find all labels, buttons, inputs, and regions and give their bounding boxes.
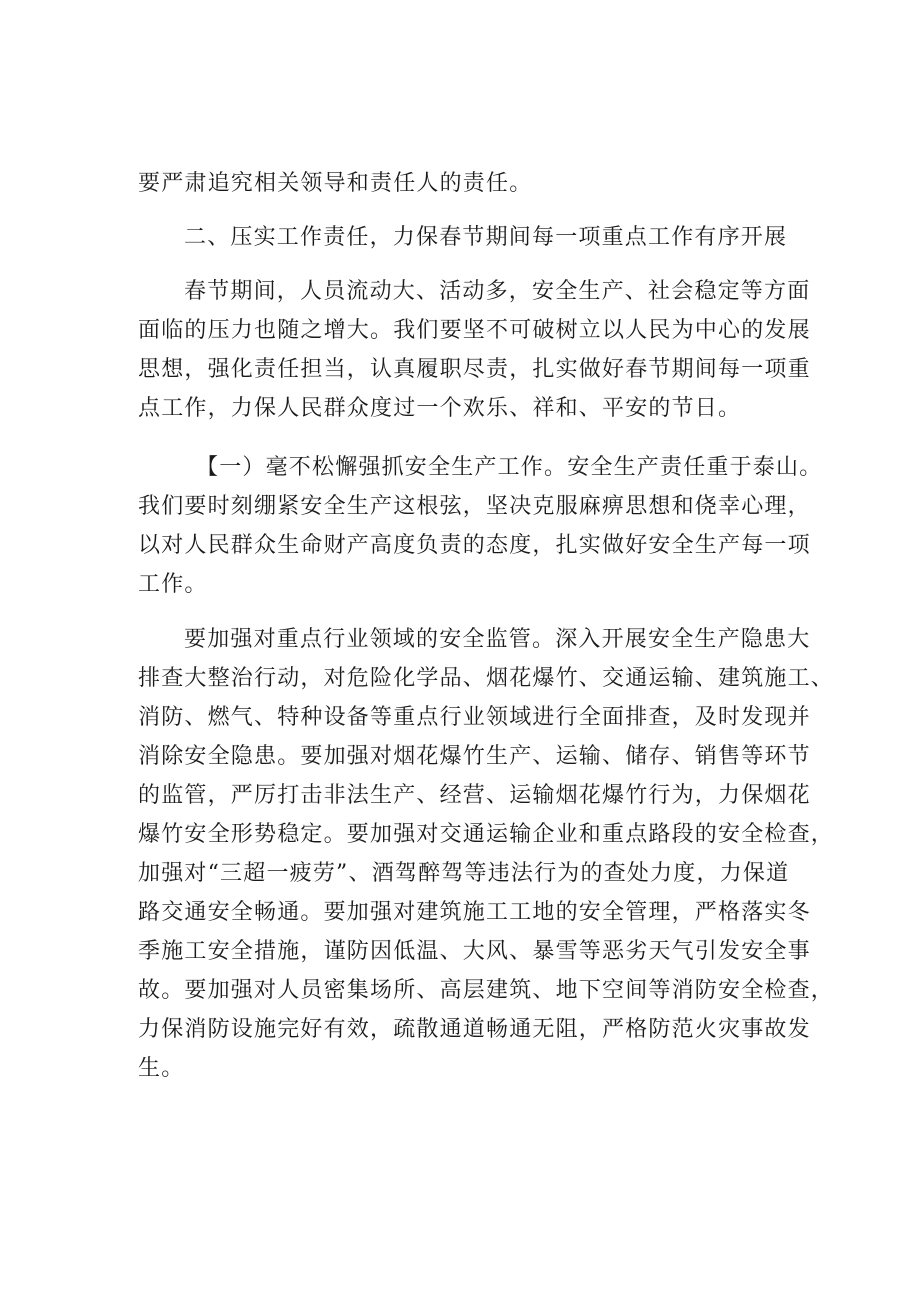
text-line: 爆竹安全形势稳定。要加强对交通运输企业和重点路段的安全检查， <box>138 822 835 847</box>
text-line: 思想，强化责任担当，认真履职尽责，扎实做好春节期间每一项重 <box>138 357 811 382</box>
text-line: 春节期间，人员流动大、活动多，安全生产、社会稳定等方面 <box>184 279 811 304</box>
paragraph-safety-supervision <box>138 620 835 1088</box>
text-line: 消防、燃气、特种设备等重点行业领域进行全面排查，及时发现并 <box>138 705 811 730</box>
text-line: 点工作，力保人民群众度过一个欢乐、祥和、平安的节日。 <box>138 396 742 421</box>
paragraph-safety-production <box>138 448 823 604</box>
text-line: 的监管，严厉打击非法生产、经营、运输烟花爆竹行为，力保烟花 <box>138 783 811 808</box>
text-line: 以对人民群众生命财产高度负责的态度，扎实做好安全生产每一项 <box>138 533 811 558</box>
paragraph-spring-festival <box>138 272 811 428</box>
text-line: 要加强对重点行业领域的安全监管。深入开展安全生产隐患大 <box>184 627 811 652</box>
text-line: 生。 <box>138 1056 185 1081</box>
text-line: 消除安全隐患。要加强对烟花爆竹生产、运输、储存、销售等环节 <box>138 744 811 769</box>
text-line: 故。要加强对人员密集场所、高层建筑、地下空间等消防安全检查， <box>138 978 835 1003</box>
text-line: 加强对“三超一疲劳”、酒驾醉驾等违法行为的查处力度，力保道 <box>138 861 790 886</box>
text-line: 二、压实工作责任，力保春节期间每一项重点工作有序开展 <box>184 225 788 250</box>
text-line: 路交通安全畅通。要加强对建筑施工工地的安全管理，严格落实冬 <box>138 900 811 925</box>
text-line: 排查大整治行动，对危险化学品、烟花爆竹、交通运输、建筑施工、 <box>138 666 835 691</box>
text-line: 工作。 <box>138 572 208 597</box>
text-line: 面临的压力也随之增大。我们要坚不可破树立以人民为中心的发展 <box>138 318 811 343</box>
text-line: 季施工安全措施，谨防因低温、大风、暴雪等恶劣天气引发安全事 <box>138 939 811 964</box>
text-line: 要严肃追究相关领导和责任人的责任。 <box>138 171 533 196</box>
text-line: 【一）毫不松懈强抓安全生产工作。安全生产责任重于泰山。 <box>196 455 823 480</box>
section-heading-two <box>138 218 798 257</box>
text-line: 我们要时刻绷紧安全生产这根弦，坚决克服麻痹思想和侥幸心理， <box>138 494 811 519</box>
paragraph-intro <box>138 164 798 203</box>
text-line: 力保消防设施完好有效，疏散通道畅通无阻，严格防范火灾事故发 <box>138 1017 811 1042</box>
